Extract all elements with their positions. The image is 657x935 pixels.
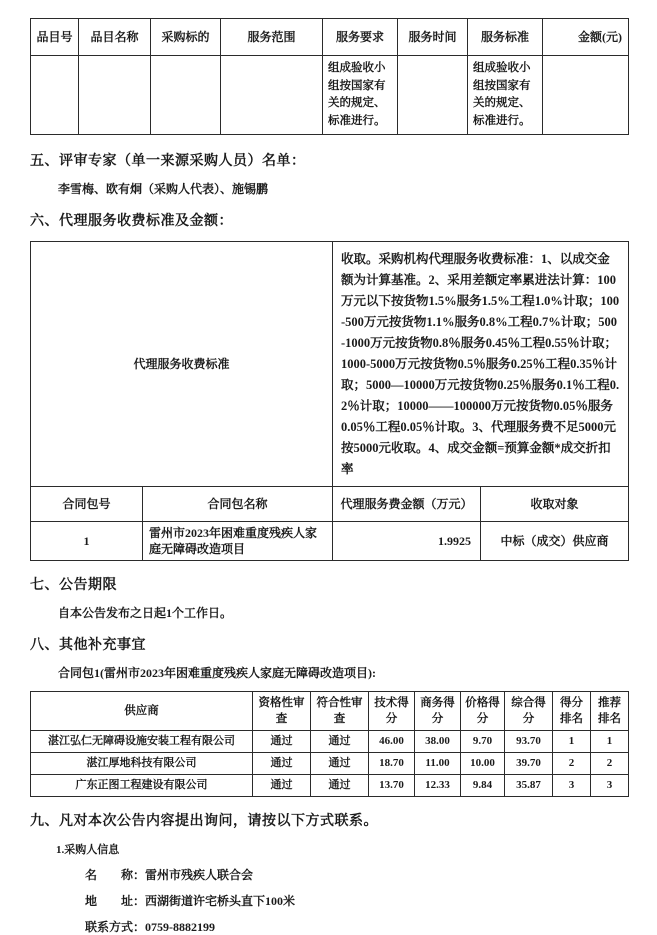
cell-amount [543, 56, 629, 135]
col-header-service-requirement: 服务要求 [323, 19, 398, 56]
cell-procurement-target [151, 56, 221, 135]
score-row [31, 753, 629, 775]
col-header-business-score: 商务得分 [415, 692, 461, 731]
col-header-payer: 收取对象 [481, 487, 629, 522]
cell-supplier: 湛江厚地科技有限公司 [31, 753, 253, 775]
fee-standard-label: 代理服务收费标准 [31, 242, 333, 487]
items-data-row [31, 56, 629, 135]
cell-total: 93.70 [505, 731, 553, 753]
col-header-procurement-target: 采购标的 [151, 19, 221, 56]
col-header-fee-amount: 代理服务费金额（万元） [333, 487, 481, 522]
cell-package-no: 1 [31, 522, 143, 561]
col-header-service-scope: 服务范围 [221, 19, 323, 56]
cell-technical: 46.00 [369, 731, 415, 753]
cell-conformity: 通过 [311, 731, 369, 753]
expert-names: 李雪梅、欧有炯（采购人代表）、施锡鹏 [58, 182, 269, 196]
col-header-price-score: 价格得分 [461, 692, 505, 731]
package-line: 合同包1(雷州市2023年困难重度残疾人家庭无障碍改造项目): [58, 666, 376, 680]
section9-heading: 九、凡对本次公告内容提出询问，请按以下方式联系。 [30, 814, 378, 829]
cell-supplier: 广东正图工程建设有限公司 [31, 775, 253, 797]
col-header-package-name: 合同包名称 [143, 487, 333, 522]
section8-heading: 八、其他补充事宜 [30, 638, 146, 653]
cell-recommend-rank: 2 [591, 753, 629, 775]
cell-item-no [31, 56, 79, 135]
score-header-row [31, 692, 629, 731]
cell-score-rank: 2 [553, 753, 591, 775]
cell-total: 39.70 [505, 753, 553, 775]
fee-standard-text: 收取。采购机构代理服务收费标准：1、以成交金额为计算基准。2、采用差额定率累进法计算：100万元以下按货物1.5%服务1.5%工程1.0%计取；100-500万元按货物1.1%服务0.8%工程0.7%计取；500-1000万元按货物0.8％服务0.45％工程0.55％计取；1000-5000万元按货物0.5％服务0.25％工程0.35％计取；5000—10000万元按货物0.25％服务0.1％工程0.2％计取；10000——100000万元按货物0.05％服务0.05％工程0.05％计取。3、代理服务费不足5000元按5000元收取。4、成交金额=预算金额*成交折扣率 [333, 242, 629, 487]
cell-business: 38.00 [415, 731, 461, 753]
cell-package-name: 雷州市2023年困难重度残疾人家庭无障碍改造项目 [143, 522, 333, 561]
cell-qualification: 通过 [253, 753, 311, 775]
cell-qualification: 通过 [253, 731, 311, 753]
cell-supplier: 湛江弘仁无障碍设施安装工程有限公司 [31, 731, 253, 753]
section7-heading: 七、公告期限 [30, 578, 117, 593]
fee-standard-row [31, 242, 629, 487]
fee-header-row [31, 487, 629, 522]
items-table [30, 18, 629, 135]
col-header-service-standard: 服务标准 [468, 19, 543, 56]
cell-qualification: 通过 [253, 775, 311, 797]
section5-heading: 五、评审专家（单一来源采购人员）名单： [30, 154, 306, 169]
cell-recommend-rank: 1 [591, 731, 629, 753]
cell-technical: 18.70 [369, 753, 415, 775]
cell-fee-amount: 1.9925 [333, 522, 481, 561]
col-header-item-name: 品目名称 [79, 19, 151, 56]
cell-business: 11.00 [415, 753, 461, 775]
fee-data-row [31, 522, 629, 561]
cell-service-scope [221, 56, 323, 135]
cell-payer: 中标（成交）供应商 [481, 522, 629, 561]
cell-conformity: 通过 [311, 753, 369, 775]
col-header-recommend-rank: 推荐排名 [591, 692, 629, 731]
col-header-package-no: 合同包号 [31, 487, 143, 522]
cell-recommend-rank: 3 [591, 775, 629, 797]
col-header-service-time: 服务时间 [398, 19, 468, 56]
cell-technical: 13.70 [369, 775, 415, 797]
col-header-item-no: 品目号 [31, 19, 79, 56]
section6-heading: 六、代理服务收费标准及金额： [30, 214, 233, 229]
purchaser-address-line: 地 址：西湖街道许宅桥头直下100米 [85, 894, 296, 908]
col-header-conformity-review: 符合性审查 [311, 692, 369, 731]
cell-item-name [79, 56, 151, 135]
cell-service-standard: 组成验收小组按国家有关的规定、标准进行。 [468, 56, 543, 135]
cell-service-time [398, 56, 468, 135]
score-row [31, 731, 629, 753]
purchaser-name-line: 名 称：雷州市残疾人联合会 [85, 868, 254, 882]
cell-conformity: 通过 [311, 775, 369, 797]
score-row [31, 775, 629, 797]
cell-score-rank: 3 [553, 775, 591, 797]
items-header-row [31, 19, 629, 56]
col-header-amount: 金额(元) [543, 19, 629, 56]
cell-price: 10.00 [461, 753, 505, 775]
cell-price: 9.70 [461, 731, 505, 753]
purchaser-contact-line: 联系方式：0759-8882199 [85, 920, 215, 934]
cell-price: 9.84 [461, 775, 505, 797]
cell-service-requirement: 组成验收小组按国家有关的规定、标准进行。 [323, 56, 398, 135]
purchaser-info-label: 1.采购人信息 [56, 844, 120, 856]
col-header-supplier: 供应商 [31, 692, 253, 731]
notice-period-text: 自本公告发布之日起1个工作日。 [58, 606, 233, 620]
cell-total: 35.87 [505, 775, 553, 797]
col-header-score-rank: 得分排名 [553, 692, 591, 731]
col-header-qualification-review: 资格性审查 [253, 692, 311, 731]
col-header-technical-score: 技术得分 [369, 692, 415, 731]
cell-score-rank: 1 [553, 731, 591, 753]
cell-business: 12.33 [415, 775, 461, 797]
fee-table [30, 241, 629, 561]
col-header-total-score: 综合得分 [505, 692, 553, 731]
score-table [30, 691, 629, 797]
